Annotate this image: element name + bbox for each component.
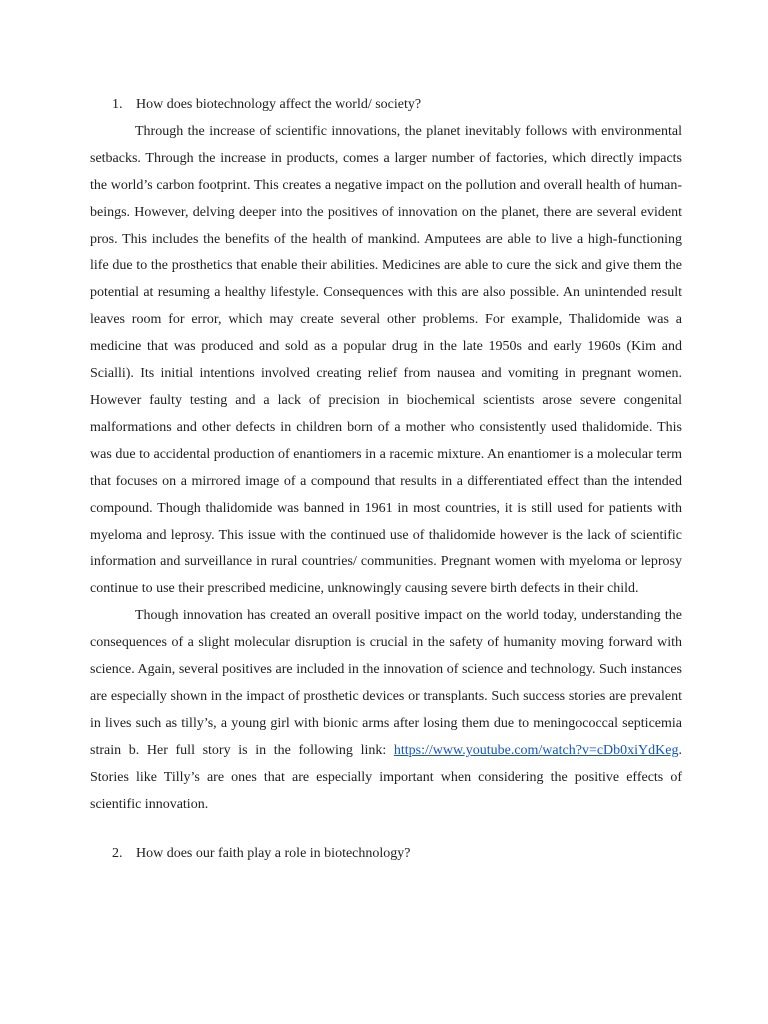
paragraph-2-text-after-link: . Stories like Tilly’s are ones that are especially important when considering the positive effects of scientific innovation.	[90, 742, 682, 812]
youtube-link[interactable]: https://www.youtube.com/watch?v=cDb0xiYdKeg	[393, 742, 679, 758]
question-1-text: How does biotechnology affect the world/ society?	[136, 97, 422, 112]
paragraph-1: Through the increase of scientific innovations, the planet inevitably follows with environmental setbacks. Through the increase in products, comes a larger number of factories, which directly impacts the world’s carbon footprint. This creates a negative impact on the pollution and overall health of human-beings. However, delving deeper into the positives of innovation on the planet, there are several evident pros. This includes the benefits of the health of mankind. Amputees are able to live a high-functioning life due to the prosthetics that enable their abilities. Medicines are able to cure the sick and give them the potential at resuming a healthy lifestyle. Consequences with this are also possible. An unintended result leaves room for error, which may create several other problems. For example, Thalidomide was a medicine that was produced and sold as a popular drug in the late 1950s and early 1960s (Kim and Scialli). Its initial intentions involved creating relief from nausea and vomiting in pregnant women. However faulty testing and a lack of precision in biochemical scientists arose severe congenital malformations and other defects in children born of a mother who consistently used thalidomide. This was due to accidental production of enantiomers in a racemic mixture. An enantiomer is a molecular term that focuses on a mirrored image of a compound that results in a differentiated effect than the intended compound. Though thalidomide was banned in 1961 in most countries, it is still used for patients with myeloma and leprosy. This issue with the continued use of thalidomide however is the lack of scientific information and surveillance in rural countries/ communities. Pregnant women with myeloma or leprosy continue to use their prescribed medicine, unknowingly causing severe birth defects in their child.	[90, 123, 682, 597]
paragraph-2-text-before-link: Though innovation has created an overall positive impact on the world today, understanding the consequences of a slight molecular disruption is crucial in the safety of humanity moving forward with science. Again, several positives are included in the innovation of science and technology. Such instances are especially shown in the impact of prosthetic devices or transplants. Such success stories are prevalent in lives such as tilly’s, a young girl with bionic arms after losing them due to meningococcal septicemia strain b. Her full story is in the following link:	[90, 608, 682, 758]
question-2	[90, 841, 682, 868]
question-1-number: 1.	[112, 97, 123, 112]
document-body	[90, 92, 682, 868]
question-1	[90, 92, 682, 119]
paragraph-2	[90, 603, 682, 818]
paragraph-spacer	[90, 818, 682, 841]
question-2-text: How does our faith play a role in biotechnology?	[136, 846, 411, 862]
question-2-number: 2.	[112, 846, 123, 862]
